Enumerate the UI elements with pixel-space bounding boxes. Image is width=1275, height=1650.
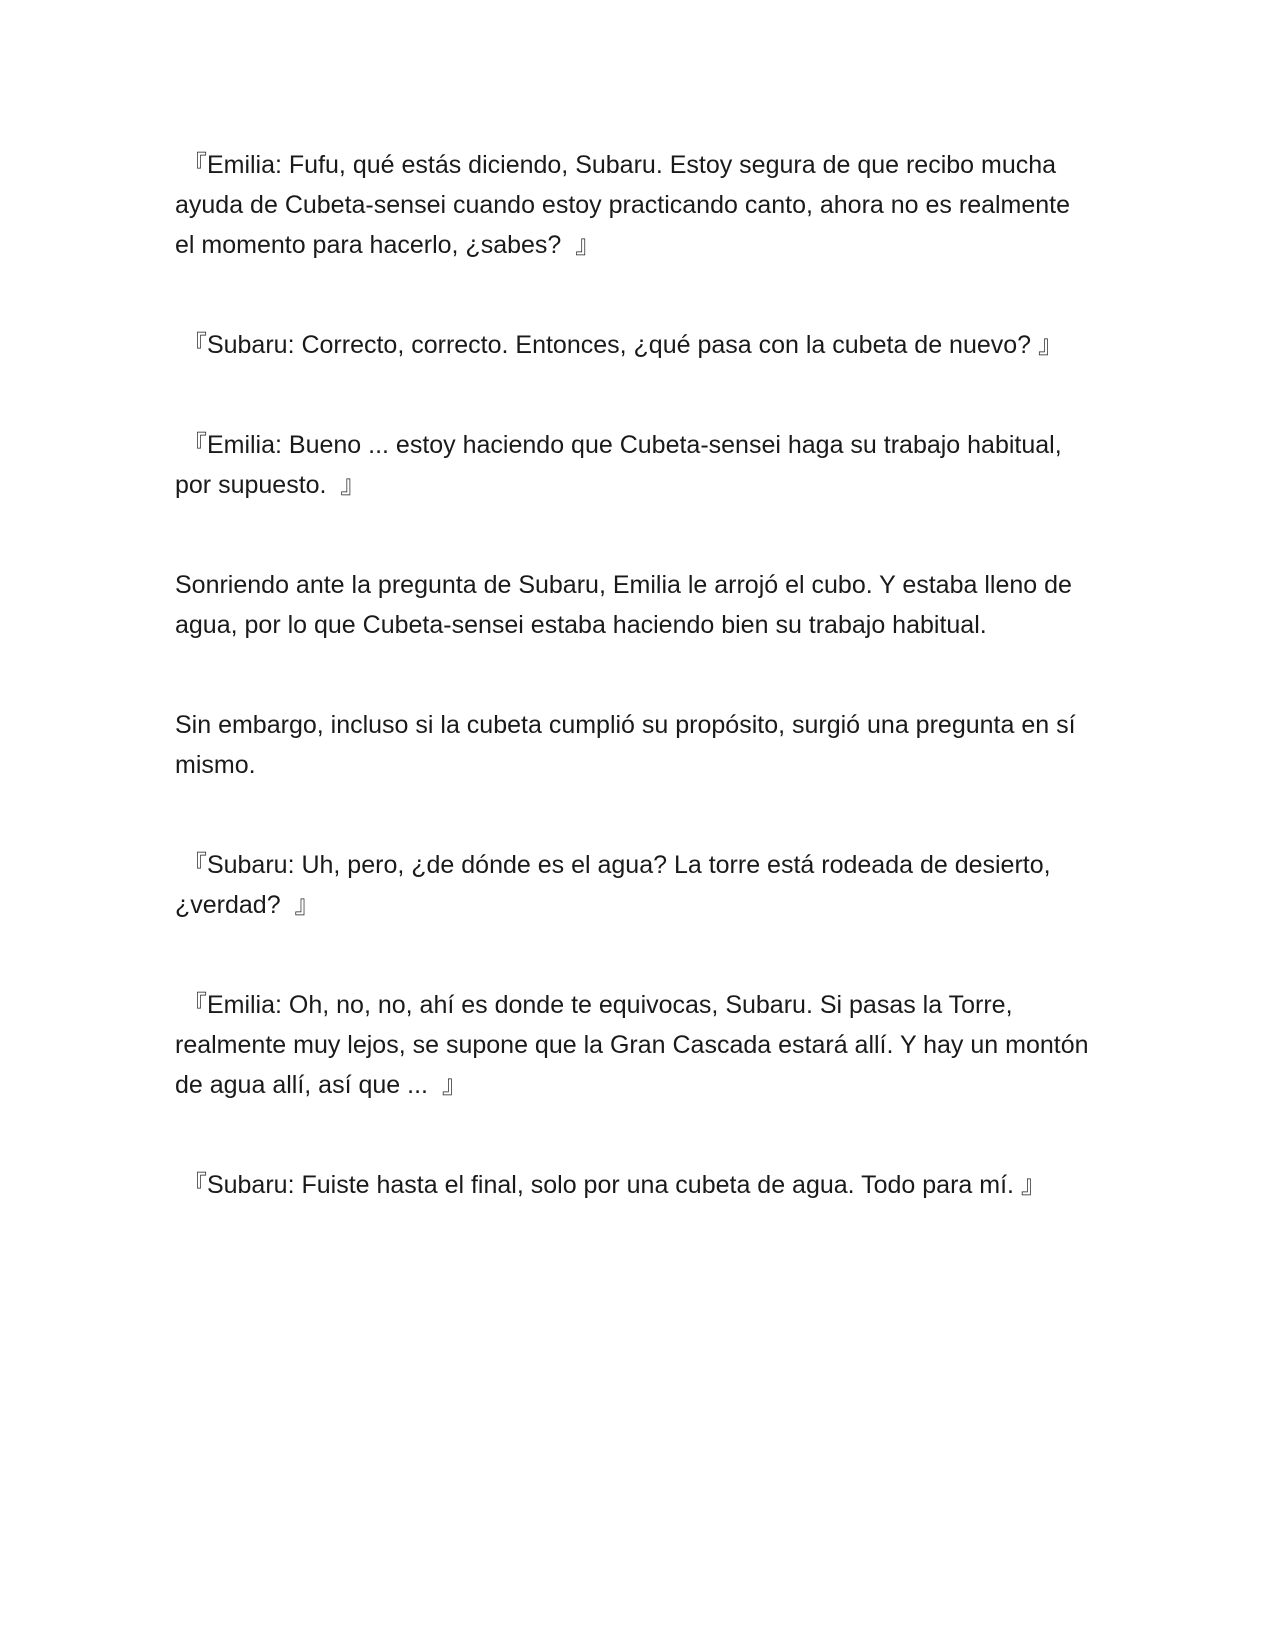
paragraph-subaru-agua: 『Subaru: Uh, pero, ¿de dónde es el agua? La torre está rodeada de desierto, ¿verdad? 』 [175, 851, 1058, 919]
paragraph-narration-sonriendo: Sonriendo ante la pregunta de Subaru, Emilia le arrojó el cubo. Y estaba lleno de agua, por lo que Cubeta-sensei estaba haciendo bien su trabajo habitual. [175, 571, 1079, 639]
paragraph-emilia-fufu: 『Emilia: Fufu, qué estás diciendo, Subaru. Estoy segura de que recibo mucha ayuda de Cubeta-sensei cuando estoy practicando canto, ahora no es realmente el momento para hacerlo, ¿sabes? 』 [175, 151, 1077, 259]
paragraph-emilia-bueno: 『Emilia: Bueno ... estoy haciendo que Cubeta-sensei haga su trabajo habitual, por supuesto. 』 [175, 431, 1069, 499]
paragraph-emilia-cascada: 『Emilia: Oh, no, no, ahí es donde te equivocas, Subaru. Si pasas la Torre, realmente muy lejos, se supone que la Gran Cascada estará allí. Y hay un montón de agua allí, así que ... 』 [175, 991, 1096, 1099]
paragraph-subaru-correcto: 『Subaru: Correcto, correcto. Entonces, ¿qué pasa con la cubeta de nuevo? 』 [175, 331, 1064, 359]
paragraph-subaru-final: 『Subaru: Fuiste hasta el final, solo por una cubeta de agua. Todo para mí. 』 [175, 1171, 1046, 1199]
paragraph-narration-sin-embargo: Sin embargo, incluso si la cubeta cumplió su propósito, surgió una pregunta en sí mismo. [175, 711, 1083, 779]
text-column [175, 145, 1095, 1265]
